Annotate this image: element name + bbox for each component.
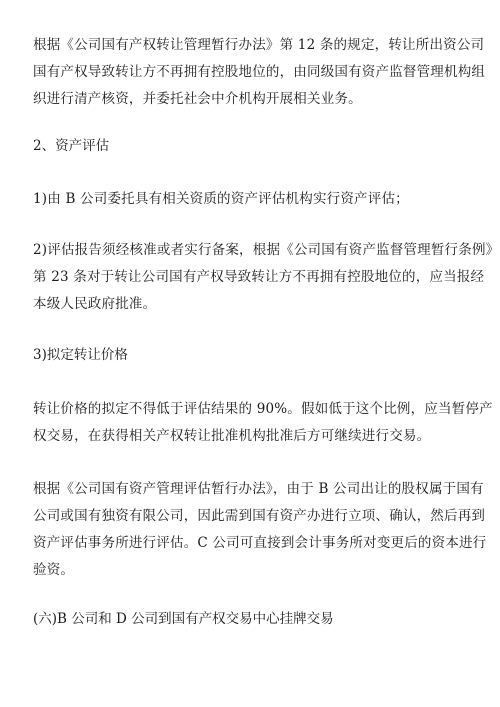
text-line: 公司或国有独资有限公司，因此需到国有资产办进行立项、确认，然后再到	[33, 508, 486, 524]
section-heading-asset-appraisal: 2、资产评估	[33, 138, 110, 154]
text-line: 本级人民政府批准。	[33, 296, 157, 312]
text-line: 根据《公司国有资产管理评估暂行办法》，由于 B 公司出让的股权属于国有	[33, 481, 484, 497]
text-line: 根据《公司国有产权转让管理暂行办法》第 12 条的规定，转让所出资公司	[33, 37, 485, 53]
text-line: 转让价格的拟定不得低于评估结果的 90%。假如低于这个比例，应当暂停产	[33, 401, 493, 417]
paragraph-valuation-rule	[33, 32, 486, 113]
paragraph-price-rule	[33, 396, 493, 450]
text-line: 1)由 B 公司委托具有相关资质的资产评估机构实行资产评估；	[33, 191, 409, 207]
text-line: 织进行清产核资，并委托社会中介机构开展相关业务。	[33, 91, 362, 107]
text-line: 验资。	[33, 562, 75, 578]
text-line: 资产评估事务所进行评估。C 公司可直接到会计事务所对变更后的资本进行	[33, 535, 487, 551]
paragraph-evaluation-procedure	[33, 476, 487, 584]
section-heading-transfer-price: 3)拟定转让价格	[33, 347, 128, 363]
text-line: 第 23 条对于转让公司国有产权导致转让方不再拥有控股地位的，应当报经	[33, 269, 485, 285]
text-line: 权交易，在获得相关产权转让批准机构批准后方可继续进行交易。	[33, 428, 431, 444]
paragraph-item-1	[33, 186, 473, 213]
text-line: 国有产权导致转让方不再拥有控股地位的，由同级国有资产监督管理机构组	[33, 64, 486, 80]
text-line: 2)评估报告须经核准或者实行备案，根据《公司国有资产监督管理暂行条例》	[33, 242, 500, 258]
paragraph-item-2	[33, 237, 500, 318]
section-heading-listing-trade: (六)B 公司和 D 公司到国有产权交易中心挂牌交易	[33, 611, 334, 627]
